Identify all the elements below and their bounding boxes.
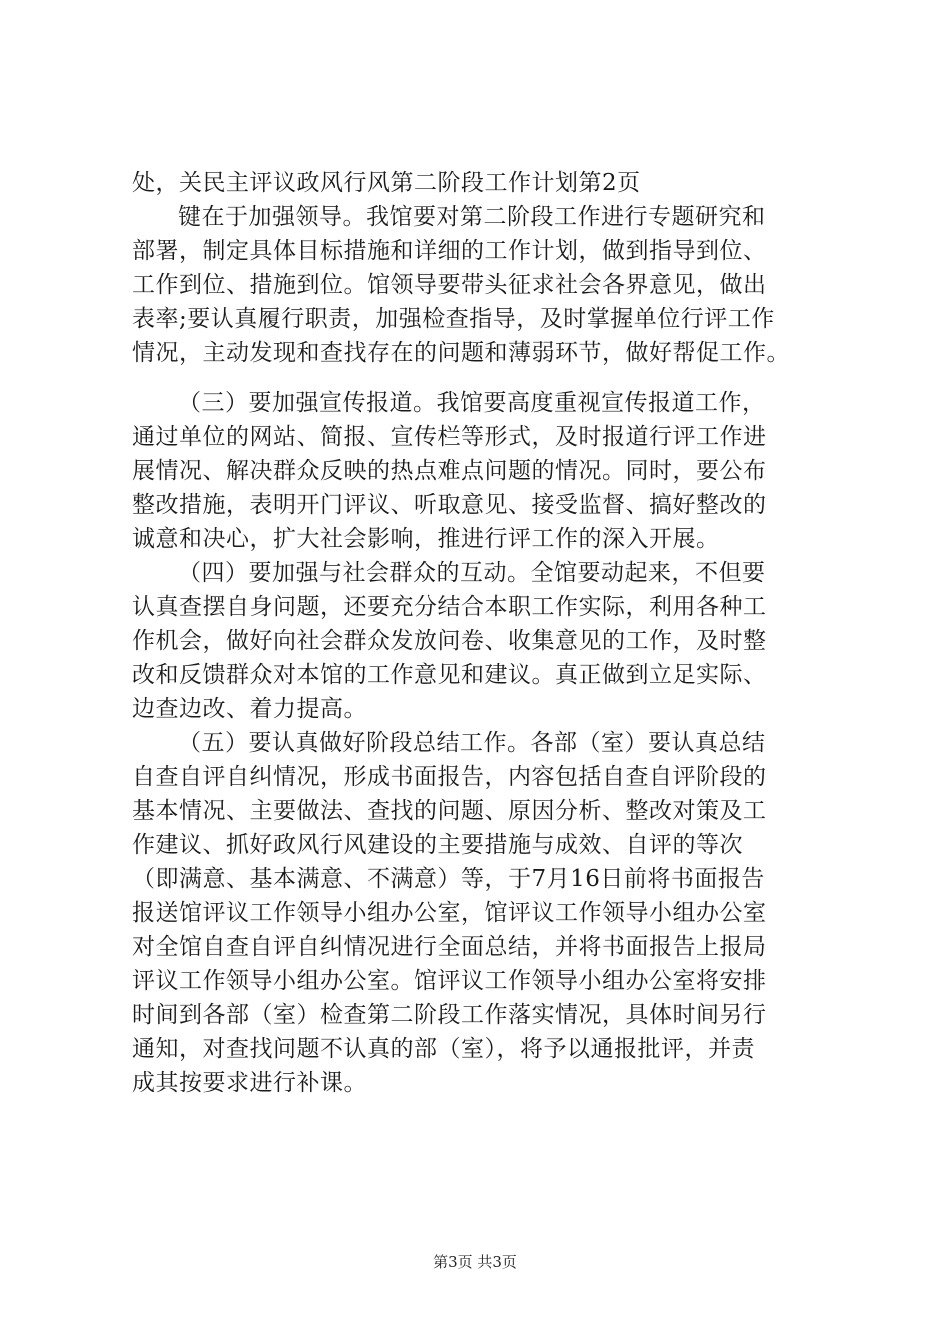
- text-line: （即满意、基本满意、不满意）等，于7月16日前将书面报告: [132, 866, 765, 892]
- text-line: （四）要加强与社会群众的互动。全馆要动起来，不但要: [178, 560, 766, 586]
- text-line: 整改措施，表明开门评议、听取意见、接受监督、搞好整改的: [132, 492, 767, 518]
- text-line: 部署，制定具体目标措施和详细的工作计划，做到指导到位、: [132, 238, 767, 264]
- text-line: 键在于加强领导。我馆要对第二阶段工作进行专题研究和: [178, 204, 766, 230]
- text-line: （五）要认真做好阶段总结工作。各部（室）要认真总结: [178, 730, 766, 756]
- text-line: 基本情况、主要做法、查找的问题、原因分析、整改对策及工: [132, 798, 767, 824]
- text-line: 时间到各部（室）检查第二阶段工作落实情况，具体时间另行: [132, 1002, 767, 1028]
- text-line: 通知，对查找问题不认真的部（室），将予以通报批评，并责: [132, 1036, 755, 1062]
- text-line: 认真查摆自身问题，还要充分结合本职工作实际，利用各种工: [132, 594, 767, 620]
- paragraph-spacer: [132, 370, 832, 386]
- text-line: 评议工作领导小组办公室。馆评议工作领导小组办公室将安排: [132, 968, 767, 994]
- text-line: 作建议、抓好政风行风建设的主要措施与成效、自评的等次: [132, 832, 743, 858]
- text-line: 诚意和决心，扩大社会影响，推进行评工作的深入开展。: [132, 526, 720, 552]
- text-line: 成其按要求进行补课。: [132, 1070, 367, 1096]
- paragraph-leadership: [132, 166, 832, 370]
- text-line: 处，关民主评议政风行风第二阶段工作计划第2页: [132, 170, 641, 196]
- text-line: 对全馆自查自评自纠情况进行全面总结，并将书面报告上报局: [132, 934, 767, 960]
- text-line: 边查边改、着力提高。: [132, 696, 367, 722]
- text-line: 通过单位的网站、简报、宣传栏等形式，及时报道行评工作进: [132, 424, 767, 450]
- text-line: 改和反馈群众对本馆的工作意见和建议。真正做到立足实际、: [132, 662, 767, 688]
- text-line: 展情况、解决群众反映的热点难点问题的情况。同时，要公布: [132, 458, 767, 484]
- paragraph-summary: [132, 726, 832, 1100]
- text-line: 自查自评自纠情况，形成书面报告，内容包括自查自评阶段的: [132, 764, 767, 790]
- page-footer: 第3页 共3页: [433, 1253, 517, 1271]
- text-line: （三）要加强宣传报道。我馆要高度重视宣传报道工作，: [178, 390, 766, 416]
- document-body: [132, 166, 832, 1100]
- paragraph-interaction: [132, 556, 832, 726]
- text-line: 报送馆评议工作领导小组办公室，馆评议工作领导小组办公室: [132, 900, 767, 926]
- text-line: 工作到位、措施到位。馆领导要带头征求社会各界意见，做出: [132, 272, 767, 298]
- paragraph-publicity: [132, 386, 832, 556]
- text-line: 表率;要认真履行职责，加强检查指导，及时掌握单位行评工作: [132, 306, 775, 332]
- text-line: 情况，主动发现和查找存在的问题和薄弱环节，做好帮促工作。: [132, 340, 790, 366]
- text-line: 作机会，做好向社会群众发放问卷、收集意见的工作，及时整: [132, 628, 767, 654]
